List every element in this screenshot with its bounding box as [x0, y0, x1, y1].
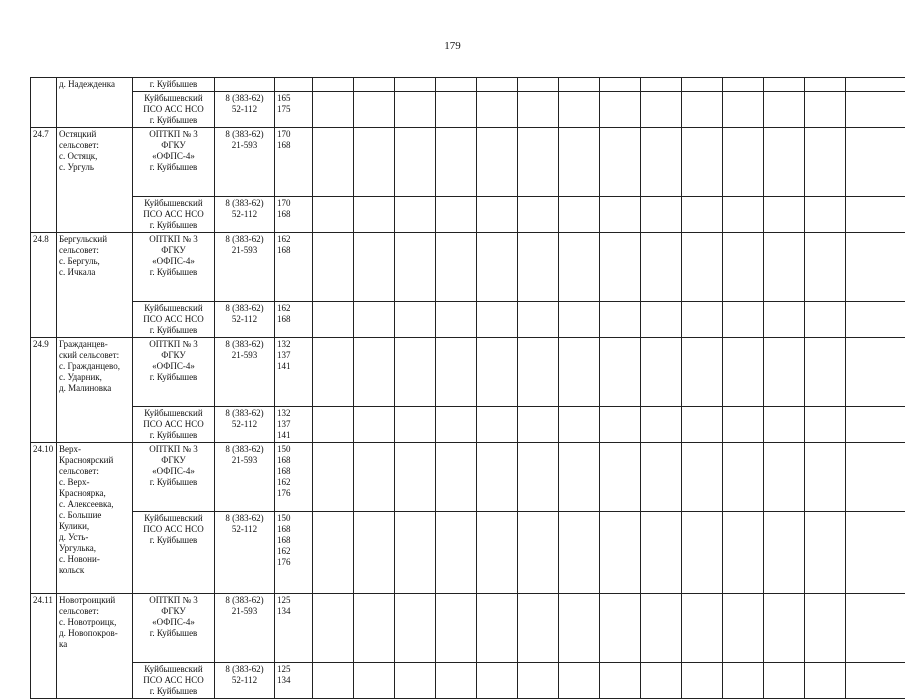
distance-cell: 150 168 168 162 176: [275, 443, 313, 512]
empty-cell: [354, 302, 395, 338]
empty-cell: [764, 338, 805, 407]
empty-cell: [354, 407, 395, 443]
empty-cell: [805, 443, 846, 512]
empty-cell: [846, 197, 905, 233]
phone-cell: [215, 78, 275, 92]
empty-cell: [559, 594, 600, 663]
empty-cell: [313, 78, 354, 92]
empty-cell: [641, 407, 682, 443]
empty-cell: [723, 128, 764, 197]
empty-cell: [436, 128, 477, 197]
empty-cell: [395, 407, 436, 443]
empty-cell: [518, 338, 559, 407]
empty-cell: [559, 302, 600, 338]
empty-cell: [313, 407, 354, 443]
empty-cell: [600, 197, 641, 233]
empty-cell: [682, 92, 723, 128]
empty-cell: [477, 663, 518, 699]
distance-cell: 162 168: [275, 302, 313, 338]
empty-cell: [518, 407, 559, 443]
empty-cell: [764, 407, 805, 443]
organization-cell: ОПТКП № 3 ФГКУ «ОФПС-4» г. Куйбышев: [133, 338, 215, 407]
empty-cell: [846, 233, 905, 302]
empty-cell: [846, 78, 905, 92]
empty-cell: [354, 512, 395, 594]
empty-cell: [518, 663, 559, 699]
organization-cell: Куйбышевский ПСО АСС НСО г. Куйбышев: [133, 197, 215, 233]
empty-cell: [846, 663, 905, 699]
empty-cell: [395, 92, 436, 128]
empty-cell: [764, 128, 805, 197]
empty-cell: [559, 407, 600, 443]
empty-cell: [846, 128, 905, 197]
empty-cell: [395, 128, 436, 197]
table-row: [31, 407, 905, 443]
distance-cell: 125 134: [275, 663, 313, 699]
empty-cell: [805, 78, 846, 92]
empty-cell: [477, 128, 518, 197]
empty-cell: [764, 302, 805, 338]
phone-cell: 8 (383-62) 21-593: [215, 128, 275, 197]
empty-cell: [354, 78, 395, 92]
empty-cell: [313, 594, 354, 663]
empty-cell: [436, 92, 477, 128]
empty-cell: [723, 443, 764, 512]
table-row: [31, 443, 905, 512]
empty-cell: [600, 512, 641, 594]
empty-cell: [723, 512, 764, 594]
table-row: [31, 302, 905, 338]
empty-cell: [436, 663, 477, 699]
empty-cell: [313, 338, 354, 407]
distance-cell: 132 137 141: [275, 407, 313, 443]
empty-cell: [723, 233, 764, 302]
phone-cell: 8 (383-62) 52-112: [215, 663, 275, 699]
empty-cell: [764, 512, 805, 594]
empty-cell: [395, 302, 436, 338]
organization-cell: ОПТКП № 3 ФГКУ «ОФПС-4» г. Куйбышев: [133, 128, 215, 197]
empty-cell: [846, 92, 905, 128]
empty-cell: [600, 233, 641, 302]
empty-cell: [354, 128, 395, 197]
distance-cell: 165 175: [275, 92, 313, 128]
empty-cell: [313, 512, 354, 594]
organization-cell: ОПТКП № 3 ФГКУ «ОФПС-4» г. Куйбышев: [133, 443, 215, 512]
empty-cell: [559, 443, 600, 512]
empty-cell: [764, 594, 805, 663]
empty-cell: [641, 233, 682, 302]
empty-cell: [395, 338, 436, 407]
empty-cell: [805, 407, 846, 443]
empty-cell: [682, 663, 723, 699]
empty-cell: [313, 128, 354, 197]
row-number-cell: 24.7: [31, 128, 57, 233]
empty-cell: [764, 663, 805, 699]
table-row: [31, 128, 905, 197]
empty-cell: [846, 594, 905, 663]
empty-cell: [518, 594, 559, 663]
empty-cell: [641, 302, 682, 338]
empty-cell: [682, 407, 723, 443]
settlement-cell: д. Надежденка: [57, 78, 133, 128]
empty-cell: [354, 338, 395, 407]
empty-cell: [846, 338, 905, 407]
row-number-cell: 24.10: [31, 443, 57, 594]
empty-cell: [354, 663, 395, 699]
empty-cell: [805, 92, 846, 128]
empty-cell: [764, 78, 805, 92]
phone-cell: 8 (383-62) 52-112: [215, 92, 275, 128]
empty-cell: [682, 302, 723, 338]
empty-cell: [805, 338, 846, 407]
empty-cell: [395, 512, 436, 594]
organization-cell: Куйбышевский ПСО АСС НСО г. Куйбышев: [133, 92, 215, 128]
empty-cell: [518, 197, 559, 233]
empty-cell: [641, 92, 682, 128]
organization-cell: ОПТКП № 3 ФГКУ «ОФПС-4» г. Куйбышев: [133, 233, 215, 302]
phone-cell: 8 (383-62) 21-593: [215, 233, 275, 302]
distance-cell: 132 137 141: [275, 338, 313, 407]
empty-cell: [354, 92, 395, 128]
empty-cell: [313, 197, 354, 233]
empty-cell: [723, 92, 764, 128]
empty-cell: [559, 197, 600, 233]
empty-cell: [477, 197, 518, 233]
empty-cell: [518, 78, 559, 92]
row-number-cell: [31, 78, 57, 128]
empty-cell: [641, 512, 682, 594]
empty-cell: [682, 338, 723, 407]
empty-cell: [682, 512, 723, 594]
empty-cell: [477, 338, 518, 407]
empty-cell: [682, 233, 723, 302]
phone-cell: 8 (383-62) 52-112: [215, 407, 275, 443]
table-row: [31, 78, 905, 92]
organization-cell: Куйбышевский ПСО АСС НСО г. Куйбышев: [133, 663, 215, 699]
empty-cell: [641, 663, 682, 699]
empty-cell: [313, 443, 354, 512]
empty-cell: [641, 338, 682, 407]
settlement-cell: Гражданцев- ский сельсовет: с. Гражданцево, с. Ударник, д. Малиновка: [57, 338, 133, 443]
table-row: [31, 92, 905, 128]
empty-cell: [723, 407, 764, 443]
empty-cell: [764, 92, 805, 128]
empty-cell: [846, 512, 905, 594]
page-number: 179: [0, 40, 905, 52]
resources-table: [30, 77, 905, 699]
organization-cell: ОПТКП № 3 ФГКУ «ОФПС-4» г. Куйбышев: [133, 594, 215, 663]
phone-cell: 8 (383-62) 21-593: [215, 594, 275, 663]
empty-cell: [600, 92, 641, 128]
table-row: [31, 512, 905, 594]
phone-cell: 8 (383-62) 52-112: [215, 512, 275, 594]
empty-cell: [805, 128, 846, 197]
distance-cell: 170 168: [275, 197, 313, 233]
empty-cell: [559, 92, 600, 128]
empty-cell: [436, 78, 477, 92]
empty-cell: [846, 407, 905, 443]
empty-cell: [477, 78, 518, 92]
organization-cell: Куйбышевский ПСО АСС НСО г. Куйбышев: [133, 512, 215, 594]
empty-cell: [805, 512, 846, 594]
phone-cell: 8 (383-62) 52-112: [215, 302, 275, 338]
distance-cell: 170 168: [275, 128, 313, 197]
empty-cell: [805, 663, 846, 699]
distance-cell: 162 168: [275, 233, 313, 302]
empty-cell: [395, 594, 436, 663]
empty-cell: [477, 233, 518, 302]
empty-cell: [477, 443, 518, 512]
empty-cell: [518, 443, 559, 512]
empty-cell: [723, 594, 764, 663]
empty-cell: [723, 338, 764, 407]
empty-cell: [600, 78, 641, 92]
empty-cell: [846, 443, 905, 512]
empty-cell: [518, 302, 559, 338]
settlement-cell: Бергульский сельсовет: с. Бергуль, с. Ичкала: [57, 233, 133, 338]
empty-cell: [477, 594, 518, 663]
phone-cell: 8 (383-62) 52-112: [215, 197, 275, 233]
empty-cell: [518, 512, 559, 594]
empty-cell: [313, 302, 354, 338]
empty-cell: [436, 443, 477, 512]
empty-cell: [723, 197, 764, 233]
empty-cell: [559, 128, 600, 197]
empty-cell: [559, 338, 600, 407]
empty-cell: [682, 197, 723, 233]
empty-cell: [477, 92, 518, 128]
empty-cell: [395, 663, 436, 699]
empty-cell: [354, 197, 395, 233]
settlement-cell: Новотроицкий сельсовет: с. Новотроицк, д. Новопокров- ка: [57, 594, 133, 699]
empty-cell: [477, 512, 518, 594]
empty-cell: [436, 233, 477, 302]
empty-cell: [641, 197, 682, 233]
empty-cell: [477, 302, 518, 338]
empty-cell: [805, 233, 846, 302]
organization-cell: г. Куйбышев: [133, 78, 215, 92]
empty-cell: [764, 443, 805, 512]
settlement-cell: Остяцкий сельсовет: с. Остяцк, с. Ургуль: [57, 128, 133, 233]
empty-cell: [436, 197, 477, 233]
empty-cell: [518, 233, 559, 302]
empty-cell: [723, 78, 764, 92]
empty-cell: [641, 78, 682, 92]
empty-cell: [395, 197, 436, 233]
empty-cell: [436, 512, 477, 594]
empty-cell: [354, 233, 395, 302]
row-number-cell: 24.9: [31, 338, 57, 443]
organization-cell: Куйбышевский ПСО АСС НСО г. Куйбышев: [133, 407, 215, 443]
organization-cell: Куйбышевский ПСО АСС НСО г. Куйбышев: [133, 302, 215, 338]
empty-cell: [641, 594, 682, 663]
empty-cell: [682, 594, 723, 663]
table-row: [31, 338, 905, 407]
phone-cell: 8 (383-62) 21-593: [215, 443, 275, 512]
distance-cell: [275, 78, 313, 92]
empty-cell: [682, 443, 723, 512]
empty-cell: [436, 338, 477, 407]
empty-cell: [395, 443, 436, 512]
empty-cell: [354, 594, 395, 663]
empty-cell: [641, 443, 682, 512]
empty-cell: [805, 302, 846, 338]
phone-cell: 8 (383-62) 21-593: [215, 338, 275, 407]
empty-cell: [805, 197, 846, 233]
settlement-cell: Верх- Красноярский сельсовет: с. Верх- Красноярка, с. Алексеевка, с. Большие Кулики, д. Усть- Ургулька, с. Новони- кольск: [57, 443, 133, 594]
empty-cell: [600, 302, 641, 338]
empty-cell: [436, 407, 477, 443]
row-number-cell: 24.11: [31, 594, 57, 699]
empty-cell: [600, 663, 641, 699]
empty-cell: [395, 78, 436, 92]
empty-cell: [354, 443, 395, 512]
empty-cell: [559, 233, 600, 302]
empty-cell: [600, 443, 641, 512]
table-row: [31, 197, 905, 233]
empty-cell: [436, 302, 477, 338]
empty-cell: [805, 594, 846, 663]
empty-cell: [518, 128, 559, 197]
empty-cell: [846, 302, 905, 338]
table-row: [31, 663, 905, 699]
distance-cell: 150 168 168 162 176: [275, 512, 313, 594]
empty-cell: [559, 512, 600, 594]
empty-cell: [682, 78, 723, 92]
empty-cell: [723, 302, 764, 338]
empty-cell: [641, 128, 682, 197]
empty-cell: [477, 407, 518, 443]
empty-cell: [600, 128, 641, 197]
empty-cell: [313, 663, 354, 699]
empty-cell: [764, 197, 805, 233]
empty-cell: [313, 92, 354, 128]
empty-cell: [518, 92, 559, 128]
row-number-cell: 24.8: [31, 233, 57, 338]
empty-cell: [559, 663, 600, 699]
empty-cell: [436, 594, 477, 663]
empty-cell: [764, 233, 805, 302]
distance-cell: 125 134: [275, 594, 313, 663]
table-row: [31, 233, 905, 302]
empty-cell: [682, 128, 723, 197]
empty-cell: [559, 78, 600, 92]
empty-cell: [600, 594, 641, 663]
empty-cell: [600, 407, 641, 443]
table-row: [31, 594, 905, 663]
empty-cell: [395, 233, 436, 302]
empty-cell: [600, 338, 641, 407]
empty-cell: [313, 233, 354, 302]
empty-cell: [723, 663, 764, 699]
